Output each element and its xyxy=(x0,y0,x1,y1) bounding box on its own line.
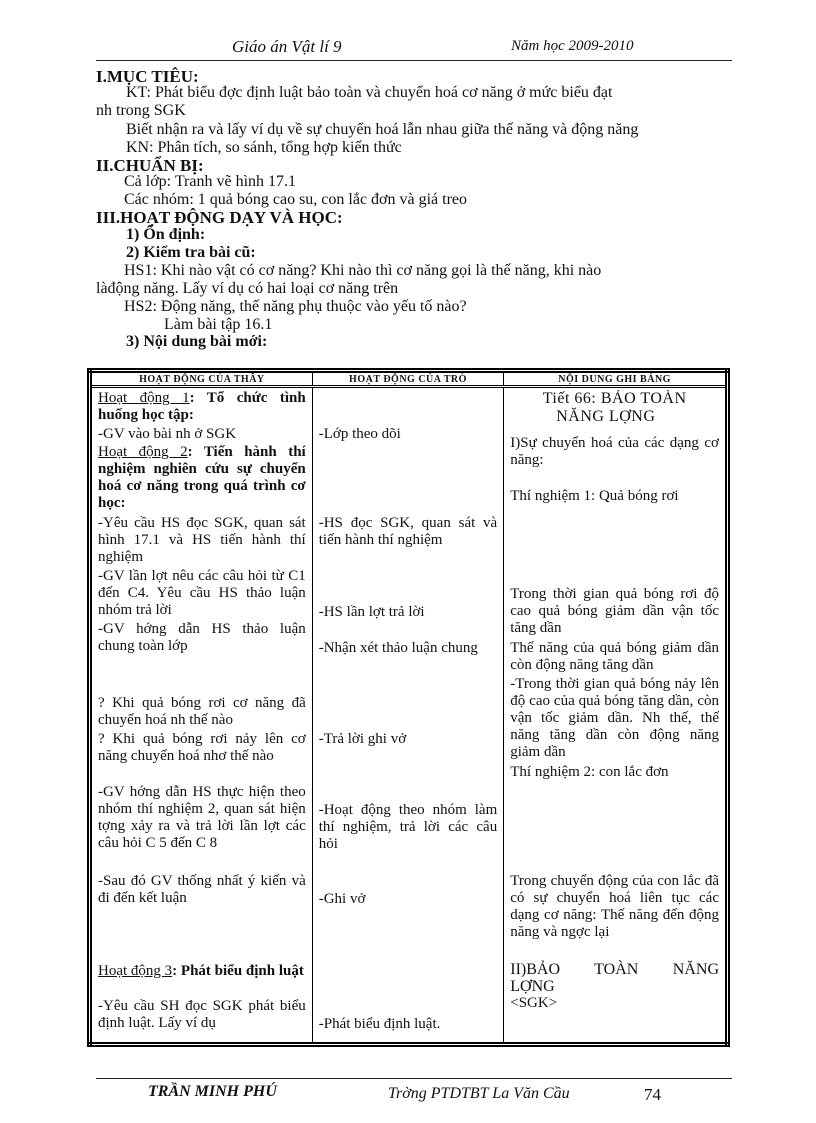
section-activities-title: III.HOẠT ĐỘNG DẠY VÀ HỌC: xyxy=(96,208,343,227)
objective-line: Biết nhận ra và lấy ví dụ về sự chuyển hoá lẫn nhau giữa thế năng và động năng xyxy=(126,121,639,138)
lesson-table xyxy=(87,368,730,1047)
review-question: làđộng năng. Lấy ví dụ có hai loại cơ năng trên xyxy=(96,280,399,297)
board-item: Trong chuyển động của con lắc đã có sự chuyển hoá liên tục các dạng cơ năng: Thế năng đến động năng và ngợc lại xyxy=(510,873,719,940)
student-item: -Lớp theo dõi xyxy=(318,426,401,442)
board-item: Thí nghiệm 2: con lắc đơn xyxy=(510,764,669,780)
author: TRẦN MINH PHÚ xyxy=(148,1083,277,1100)
objective-line: KN: Phân tích, so sánh, tổng hợp kiến thức xyxy=(126,139,402,156)
teacher-item: -GV hớng dẫn HS thảo luận chung toàn lớp xyxy=(98,621,306,654)
section-objectives-title: I.MỤC TIÊU: xyxy=(96,67,199,86)
board-item: Thí nghiệm 1: Quả bóng rơi xyxy=(510,488,679,504)
section-preparation-title: II.CHUẨN BỊ: xyxy=(96,156,204,175)
board-item: Trong thời gian quả bóng rơi độ cao quả bóng giảm dần vận tốc tăng dần xyxy=(510,586,719,636)
page-number: 74 xyxy=(644,1085,661,1104)
header-board: NỘI DUNG GHI BẢNG xyxy=(504,371,728,387)
teacher-question: ? Khi quả bóng rơi cơ năng đã chuyển hoá nh thế nào xyxy=(98,695,306,728)
student-item: -HS lần lợt trả lời xyxy=(318,604,425,620)
subsection-new-lesson: 3) Nội dung bài mới: xyxy=(126,333,268,350)
lesson-title: Tiết 66: BẢO TOÀN xyxy=(542,390,687,407)
board-item: Thế năng của quả bóng giảm dần còn động năng tăng dần xyxy=(510,640,719,673)
board-heading: I)Sự chuyển hoá của các dạng cơ năng: xyxy=(510,435,719,468)
course-title: Giáo án Vật lí 9 xyxy=(232,37,342,56)
lesson-title: NĂNG LỢNG xyxy=(556,408,656,425)
student-item: -Trả lời ghi vở xyxy=(318,731,407,747)
review-question: HS1: Khi nào vật có cơ năng? Khi nào thì cơ năng gọi là thế năng, khi nào xyxy=(124,262,602,279)
header-teacher: HOẠT ĐỘNG CỦA THẦY xyxy=(90,371,313,387)
school-name: Trờng PTDTBT La Văn Cầu xyxy=(388,1085,570,1102)
preparation-line: Cả lớp: Tranh vẽ hình 17.1 xyxy=(124,173,297,190)
student-item: -Ghi vở xyxy=(318,891,366,907)
subsection-review: 2) Kiểm tra bài cũ: xyxy=(126,244,256,261)
student-item: -HS đọc SGK, quan sát và tiến hành thí nghiệm xyxy=(318,515,498,548)
activity-2: Hoạt động 2: Tiến hành thí nghiệm nghiên cứu sự chuyển hoá cơ năng trong quá trình cơ học: xyxy=(98,444,306,511)
objective-line: nh trong SGK xyxy=(96,102,186,119)
activity-1: Hoạt động 1: Tổ chức tình huống học tập: xyxy=(98,390,306,423)
objective-line: KT: Phát biểu đợc định luật bảo toàn và chuyển hoá cơ năng ở mức biểu đạt xyxy=(126,84,613,101)
page-footer xyxy=(96,1078,732,1119)
teacher-item: -GV vào bài nh ở SGK xyxy=(98,426,237,442)
board-column xyxy=(504,387,728,1045)
student-item: -Phát biểu định luật. xyxy=(318,1016,441,1032)
student-column xyxy=(312,387,504,1045)
teacher-item: -GV lần lợt nêu các câu hỏi từ C1 đến C4. Yêu cầu HS thảo luận nhóm trả lời xyxy=(98,568,306,618)
teacher-item: -Yêu cầu SH đọc SGK phát biểu định luật. Lấy ví dụ xyxy=(98,998,306,1031)
student-item: -Nhận xét thảo luận chung xyxy=(318,640,478,656)
page-header xyxy=(96,34,732,61)
review-question: HS2: Động năng, thế năng phụ thuộc vào yếu tố nào? xyxy=(124,298,467,315)
header-student: HOẠT ĐỘNG CỦA TRÒ xyxy=(312,371,504,387)
review-exercise: Làm bài tập 16.1 xyxy=(164,316,273,333)
board-item: -Trong thời gian quả bóng nảy lên độ cao của quả bóng tăng dần, còn vận tốc giảm dần. Nh thế, thế năng tăng dần còn động năng giảm dần xyxy=(510,676,719,760)
teacher-item: -Yêu cầu HS đọc SGK, quan sát hình 17.1 và HS tiến hành thí nghiệm xyxy=(98,515,306,565)
teacher-question: ? Khi quả bóng rơi nảy lên cơ năng chuyển hoá nhơ thế nào xyxy=(98,731,306,764)
teacher-item: -Sau đó GV thống nhất ý kiến và đi đến kết luận xyxy=(98,873,306,906)
teacher-item: -GV hớng dẫn HS thực hiện theo nhóm thí nghiệm 2, quan sát hiện tợng xảy ra và trả lời lần lợt các câu hỏi C 5 đến C 8 xyxy=(98,784,306,851)
board-item: <SGK> xyxy=(510,995,558,1011)
board-heading: II)BẢO TOÀN NĂNG LỢNG xyxy=(510,961,719,995)
activity-3: Hoạt động 3: Phát biểu định luật xyxy=(98,963,304,979)
teacher-column xyxy=(90,387,313,1045)
preparation-line: Các nhóm: 1 quả bóng cao su, con lắc đơn và giá treo xyxy=(124,191,468,208)
student-item: -Hoạt động theo nhóm làm thí nghiệm, trả lời các câu hỏi xyxy=(318,802,498,852)
subsection-stabilize: 1) Ổn định: xyxy=(126,226,206,243)
school-year: Năm học 2009-2010 xyxy=(511,38,634,54)
